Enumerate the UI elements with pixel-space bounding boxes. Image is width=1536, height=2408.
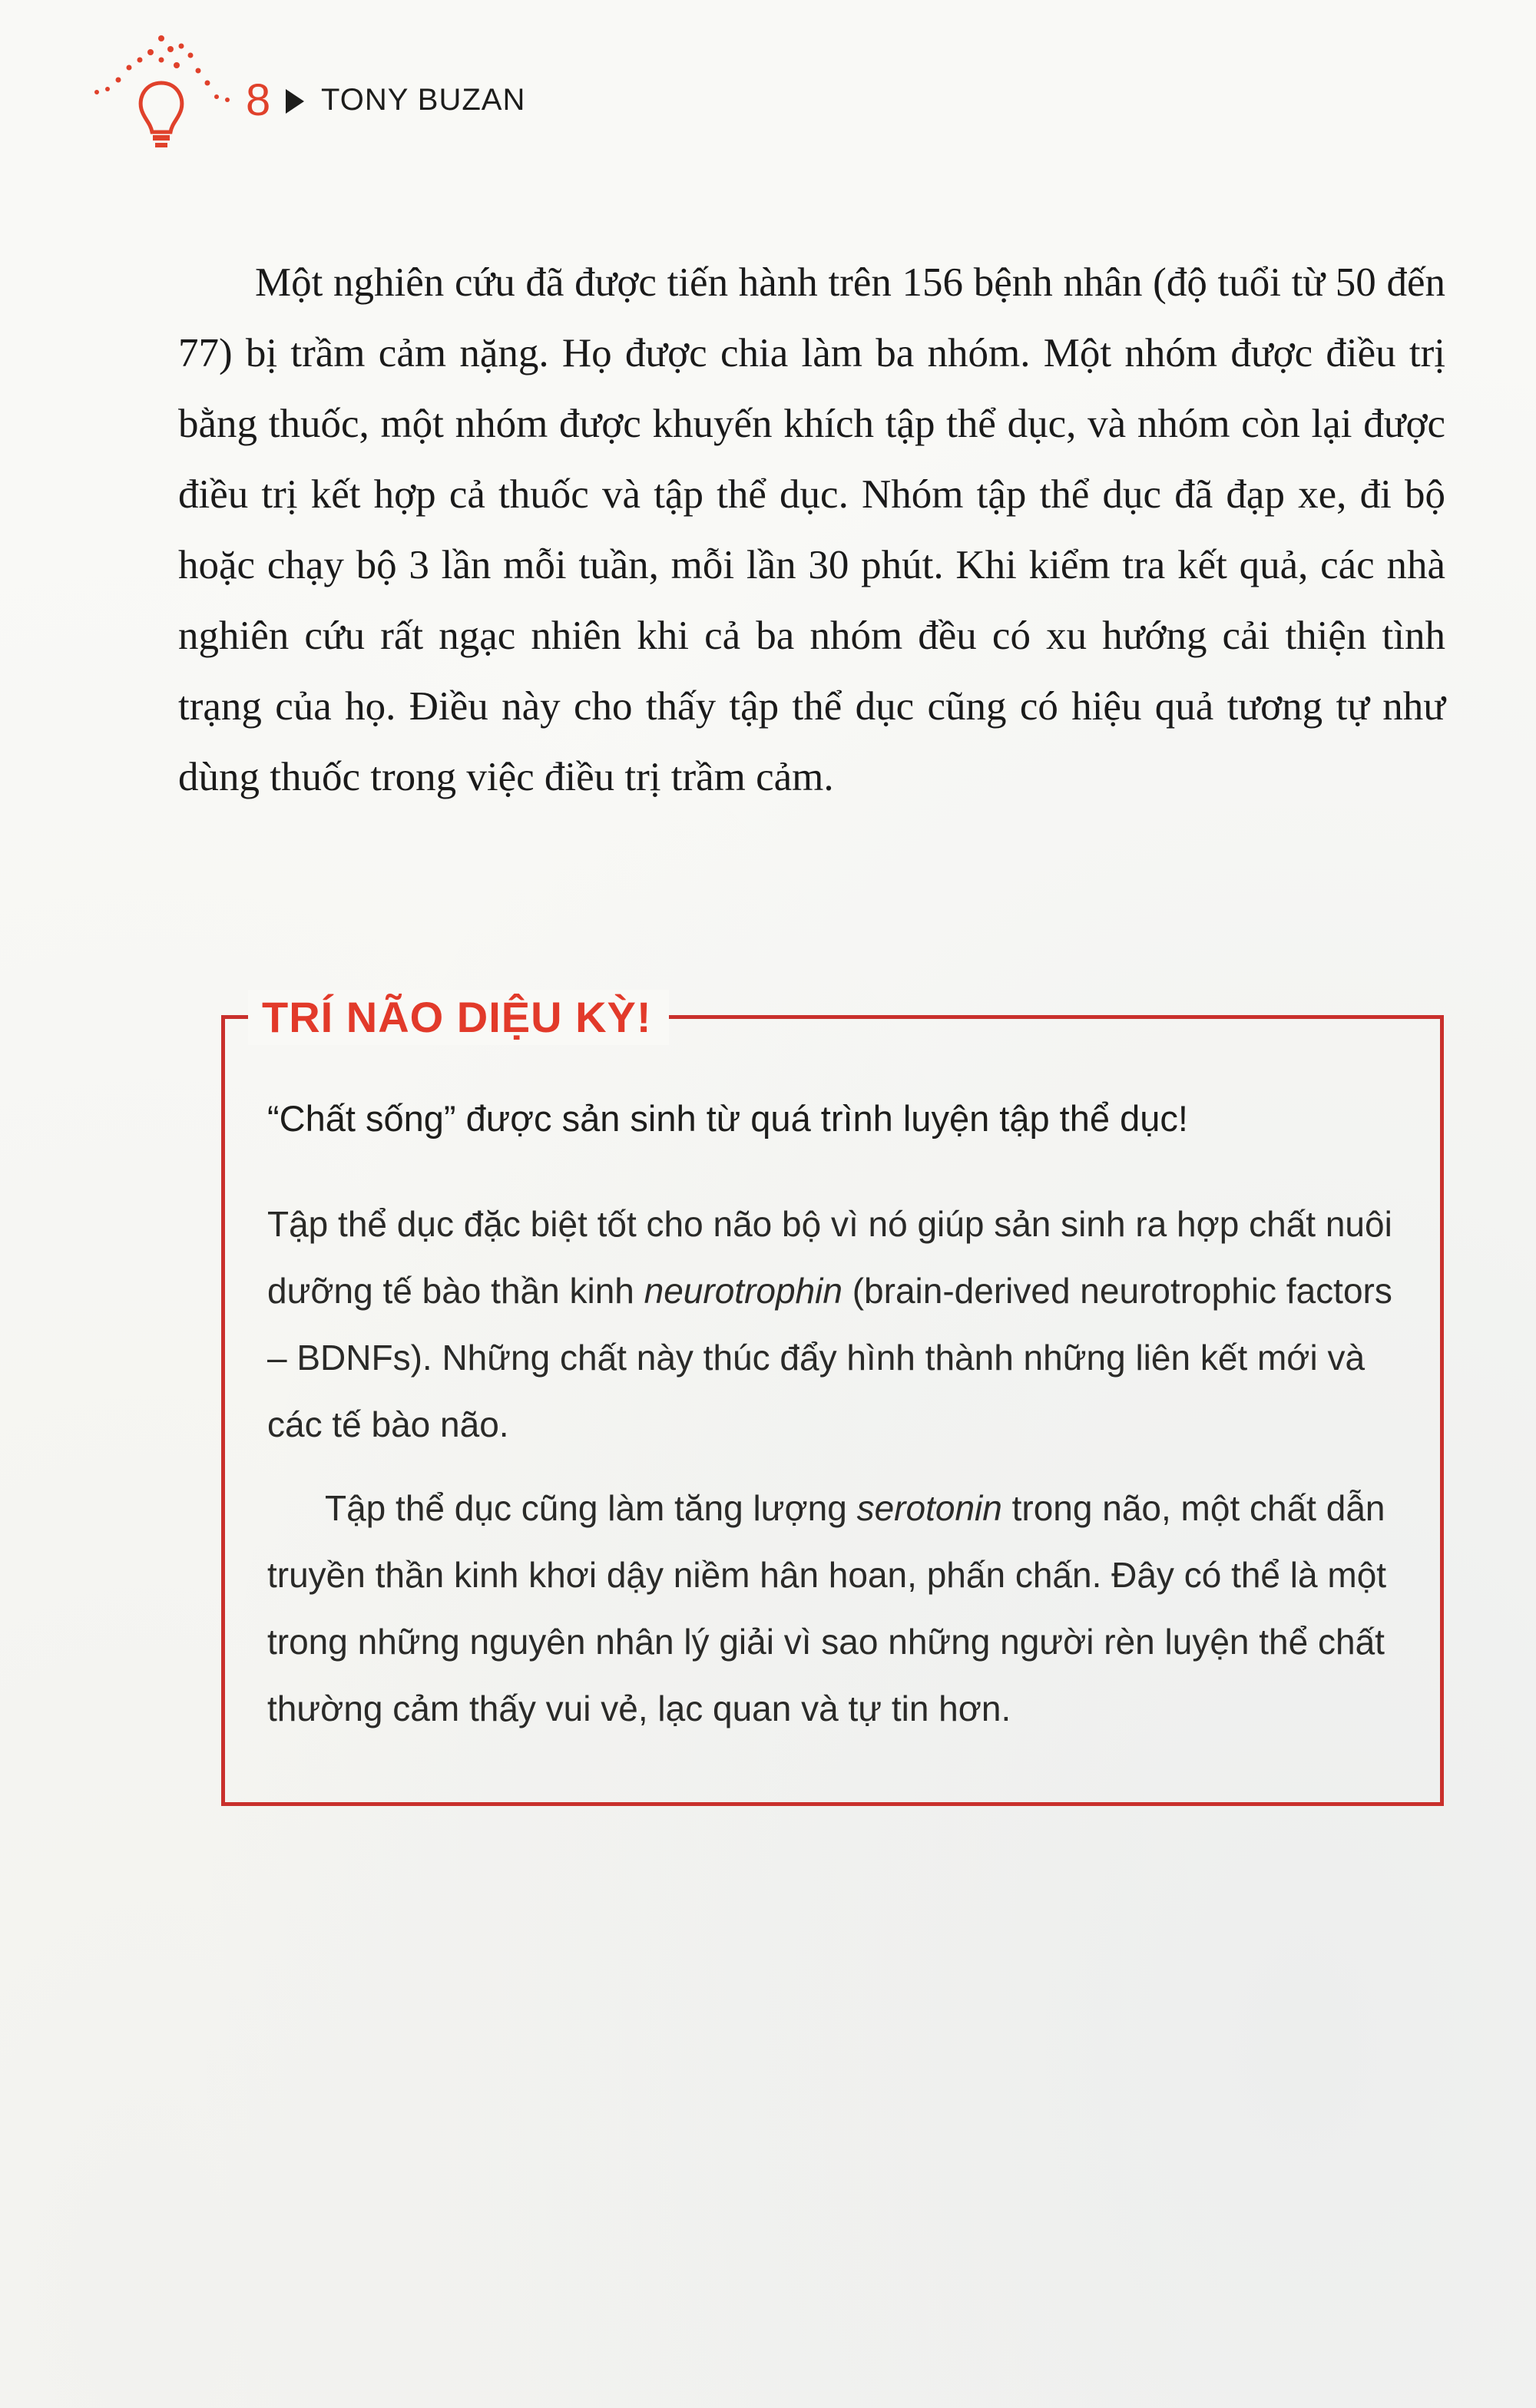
box-paragraph-2 [267,1475,1404,1742]
play-arrow-icon [286,89,304,114]
box-paragraph-1-text-b: (brain-derived neurotrophic factors – BDNFs). Những chất này thúc đẩy hình thành những liên kết mới và các tế bào não. [267,1271,1392,1444]
box-paragraph-2-text-b: trong não, một chất dẫn truyền thần kinh khơi dậy niềm hân hoan, phấn chấn. Đây có thể là một trong những nguyên nhân lý giải vì sao những người rèn luyện thể chất thường cảm thấy vui vẻ, lạc quan và tự tin hơn. [267,1488,1387,1728]
sidebar-box [221,993,1444,1806]
body-paragraph: Một nghiên cứu đã được tiến hành trên 156 bệnh nhân (độ tuổi từ 50 đến 77) bị trầm cảm nặng. Họ được chia làm ba nhóm. Một nhóm được điều trị bằng thuốc, một nhóm được khuyến khích tập thể dục, và nhóm còn lại được điều trị kết hợp cả thuốc và tập thể dục. Nhóm tập thể dục đã đạp xe, đi bộ hoặc chạy bộ 3 lần mỗi tuần, mỗi lần 30 phút. Khi kiểm tra kết quả, các nhà nghiên cứu rất ngạc nhiên khi cả ba nhóm đều có xu hướng cải thiện tình trạng của họ. Điều này cho thấy tập thể dục cũng có hiệu quả tương tự như dùng thuốc trong việc điều trị trầm cảm. [178,260,1445,799]
box-subtitle: “Chất sống” được sản sinh từ quá trình luyện tập thể dục! [267,1098,1188,1139]
lightbulb-icon [84,23,238,154]
box-paragraph-2-text-a: Tập thể dục cũng làm tăng lượng [325,1488,857,1528]
box-title: TRÍ NÃO DIỆU KỲ! [248,990,669,1045]
page-header [84,23,699,146]
box-paragraph-1 [267,1191,1404,1458]
box-paragraph-2-term: serotonin [856,1488,1002,1528]
box-paragraph-1-term: neurotrophin [644,1271,842,1311]
box-paragraph-1-text-a: Tập thể dục đặc biệt tốt cho não bộ vì nó giúp sản sinh ra hợp chất nuôi dưỡng tế bào thần kinh [267,1204,1392,1311]
page-number: 8 [246,75,271,125]
author-name: TONY BUZAN [321,83,526,117]
